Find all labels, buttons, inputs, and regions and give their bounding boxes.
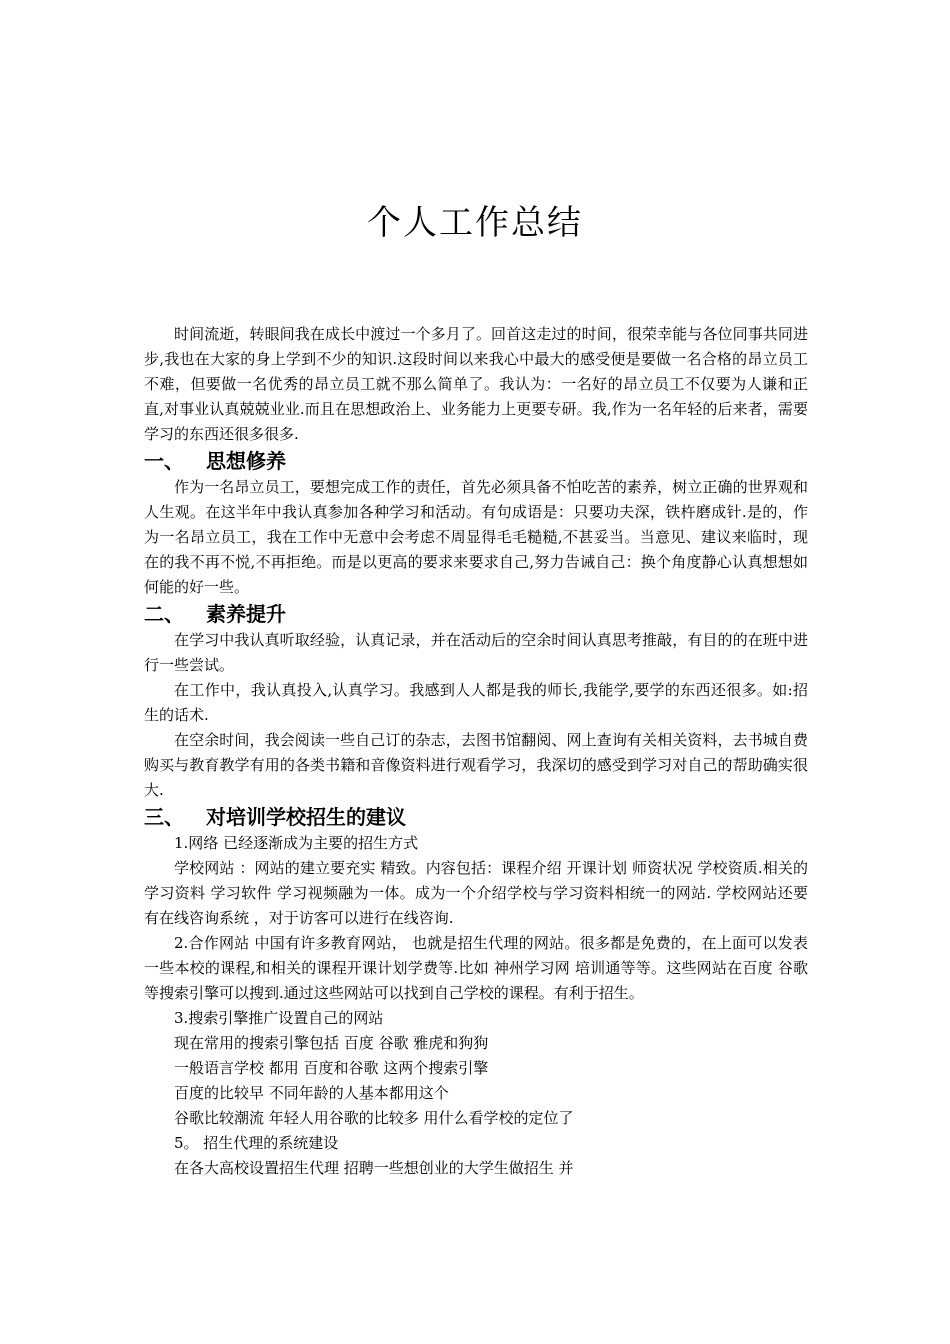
section-heading-ideology bbox=[144, 447, 808, 475]
document-body bbox=[144, 322, 808, 1181]
section2-paragraph: 在学习中我认真听取经验，认真记录，并在活动后的空余时间认真思考推敲，有目的的在班中进行一些尝试。 bbox=[144, 631, 808, 674]
section-number: 一、 bbox=[144, 449, 184, 473]
section2-paragraph: 在空余时间，我会阅读一些自己订的杂志，去图书馆翻阅、网上查询有关相关资料，去书城自费购买与教育教学有用的各类书籍和音像资料进行观看学习，我深切的感受到学习对自己的帮助确实很大. bbox=[144, 731, 808, 799]
item3-title: 3.搜索引擎推广设置自己的网站 bbox=[174, 1009, 384, 1027]
item3-line: 百度的比较早 不同年龄的人基本都用这个 bbox=[174, 1084, 449, 1102]
intro-paragraph: 时间流逝，转眼间我在成长中渡过一个多月了。回首这走过的时间，很荣幸能与各位同事共同进步,我也在大家的身上学到不少的知识.这段时间以来我心中最大的感受便是要做一名合格的昂立员工不难，但要做一名优秀的昂立员工就不那么简单了。我认为：一名好的昂立员工不仅要为人谦和正直,对事业认真兢兢业业.而且在思想政治上、业务能力上更要专研。我,作为一名年轻的后来者，需要学习的东西还很多很多. bbox=[144, 325, 808, 443]
item3-line: 谷歌比较潮流 年轻人用谷歌的比较多 用什么看学校的定位了 bbox=[174, 1109, 574, 1127]
item1-body: 学校网站 ：网站的建立要充实 精致。内容包括：课程介绍 开课计划 师资状况 学校资质.相关的学习资料 学习软件 学习视频融为一体。成为一个介绍学校与学习资料相统一的网站. 学校网站还要有在线咨询系统 ，对于访客可以进行在线咨询. bbox=[144, 859, 808, 927]
item2-body: 2.合作网站 中国有许多教育网站， 也就是招生代理的网站。很多都是免费的，在上面可以发表一些本校的课程,和相关的课程开课计划学费等.比如 神州学习网 培训通等等。这些网站在百度 谷歌等搜索引擎可以搜到.通过这些网站可以找到自己学校的课程。有利于招生。 bbox=[144, 934, 808, 1002]
document-title: 个人工作总结 bbox=[367, 203, 583, 243]
section-number: 二、 bbox=[144, 602, 184, 626]
section-number: 三、 bbox=[144, 805, 184, 829]
section-heading-cultivation bbox=[144, 600, 808, 628]
item3-line: 一般语言学校 都用 百度和谷歌 这两个搜索引擎 bbox=[174, 1059, 489, 1077]
section-title: 对培训学校招生的建议 bbox=[206, 805, 406, 829]
item3-line: 现在常用的搜索引擎包括 百度 谷歌 雅虎和狗狗 bbox=[174, 1034, 489, 1052]
section-heading-suggestions bbox=[144, 803, 808, 831]
section2-paragraph: 在工作中，我认真投入,认真学习。我感到人人都是我的师长,我能学,要学的东西还很多。如:招生的话术. bbox=[144, 681, 808, 724]
section1-paragraph: 作为一名昂立员工，要想完成工作的责任，首先必须具备不怕吃苦的素养，树立正确的世界观和人生观。在这半年中我认真参加各种学习和活动。有句成语是：只要功夫深，铁杵磨成针.是的，作为一名昂立员工，我在工作中无意中会考虑不周显得毛毛糙糙,不甚妥当。当意见、建议来临时，现在的我不再不悦,不再拒绝。而是以更高的要求来要求自己,努力告诫自己：换个角度静心认真想想如何能的好一些。 bbox=[144, 478, 808, 596]
section-title: 素养提升 bbox=[206, 602, 286, 626]
item5-title: 5。 招生代理的系统建设 bbox=[174, 1134, 339, 1152]
item1-title: 1.网络 已经逐渐成为主要的招生方式 bbox=[174, 834, 419, 852]
section-title: 思想修养 bbox=[206, 449, 286, 473]
item5-line: 在各大高校设置招生代理 招聘一些想创业的大学生做招生 并 bbox=[174, 1159, 574, 1177]
